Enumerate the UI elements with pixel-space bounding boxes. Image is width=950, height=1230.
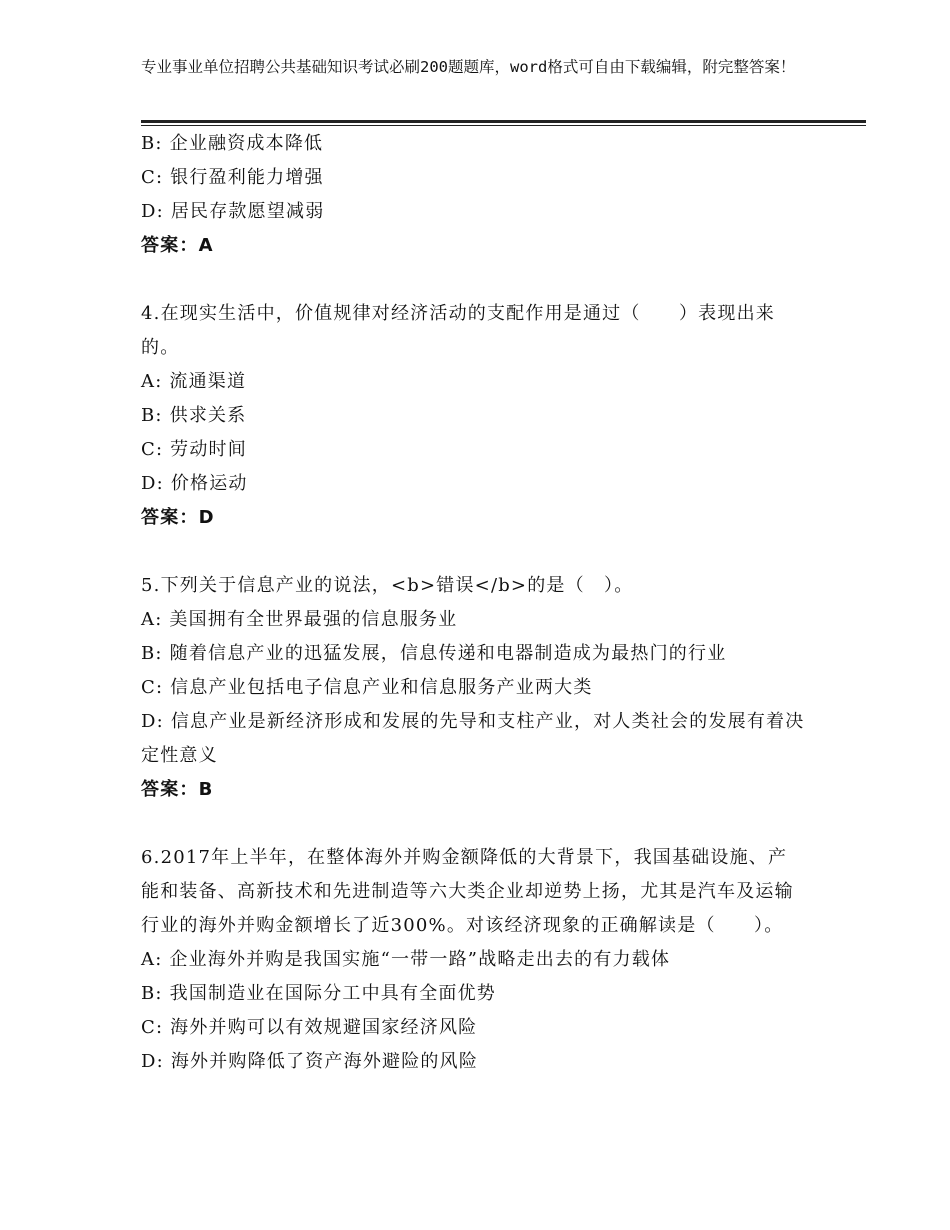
option-b: B: 供求关系: [141, 405, 247, 426]
question-stem: 6.2017年上半年，在整体海外并购金额降低的大背景下，我国基础设施、产能和装备、高新技术和先进制造等六大类企业却逆势上扬，尤其是汽车及运输行业的海外并购金额增长了近300%。对该经济现象的正确解读是（ ）。: [141, 847, 794, 936]
question-stem: 5.下列关于信息产业的说法，<b>错误</b>的是（ ）。: [141, 575, 634, 596]
option-d: D: 居民存款愿望减弱: [141, 201, 325, 222]
header-divider-thick: [141, 120, 866, 123]
option-a: A: 企业海外并购是我国实施“一带一路”战略走出去的有力载体: [141, 949, 671, 970]
question-4: [141, 297, 806, 535]
page-header: 专业事业单位招聘公共基础知识考试必刷200题题库，word格式可自由下载编辑，附完整答案！: [141, 58, 796, 76]
question-content: [141, 127, 806, 1079]
answer-label: 答案：D: [141, 507, 215, 528]
option-b: B: 我国制造业在国际分工中具有全面优势: [141, 983, 497, 1004]
option-c: C: 劳动时间: [141, 439, 247, 460]
question-5: [141, 569, 806, 807]
option-a: A: 美国拥有全世界最强的信息服务业: [141, 609, 458, 630]
question-6: [141, 841, 806, 1079]
option-d: D: 海外并购降低了资产海外避险的风险: [141, 1051, 479, 1072]
answer-label: 答案：B: [141, 779, 214, 800]
option-b: B: 企业融资成本降低: [141, 133, 324, 154]
question-stem: 4.在现实生活中，价值规律对经济活动的支配作用是通过（ ）表现出来的。: [141, 303, 775, 358]
option-c: C: 海外并购可以有效规避国家经济风险: [141, 1017, 478, 1038]
question-3-fragment: [141, 127, 806, 263]
option-d: D: 信息产业是新经济形成和发展的先导和支柱产业，对人类社会的发展有着决定性意义: [141, 711, 805, 766]
answer-label: 答案：A: [141, 235, 214, 256]
option-a: A: 流通渠道: [141, 371, 247, 392]
option-c: C: 信息产业包括电子信息产业和信息服务产业两大类: [141, 677, 593, 698]
option-b: B: 随着信息产业的迅猛发展，信息传递和电器制造成为最热门的行业: [141, 643, 727, 664]
option-d: D: 价格运动: [141, 473, 248, 494]
header-divider-thin: [141, 125, 866, 126]
option-c: C: 银行盈利能力增强: [141, 167, 324, 188]
